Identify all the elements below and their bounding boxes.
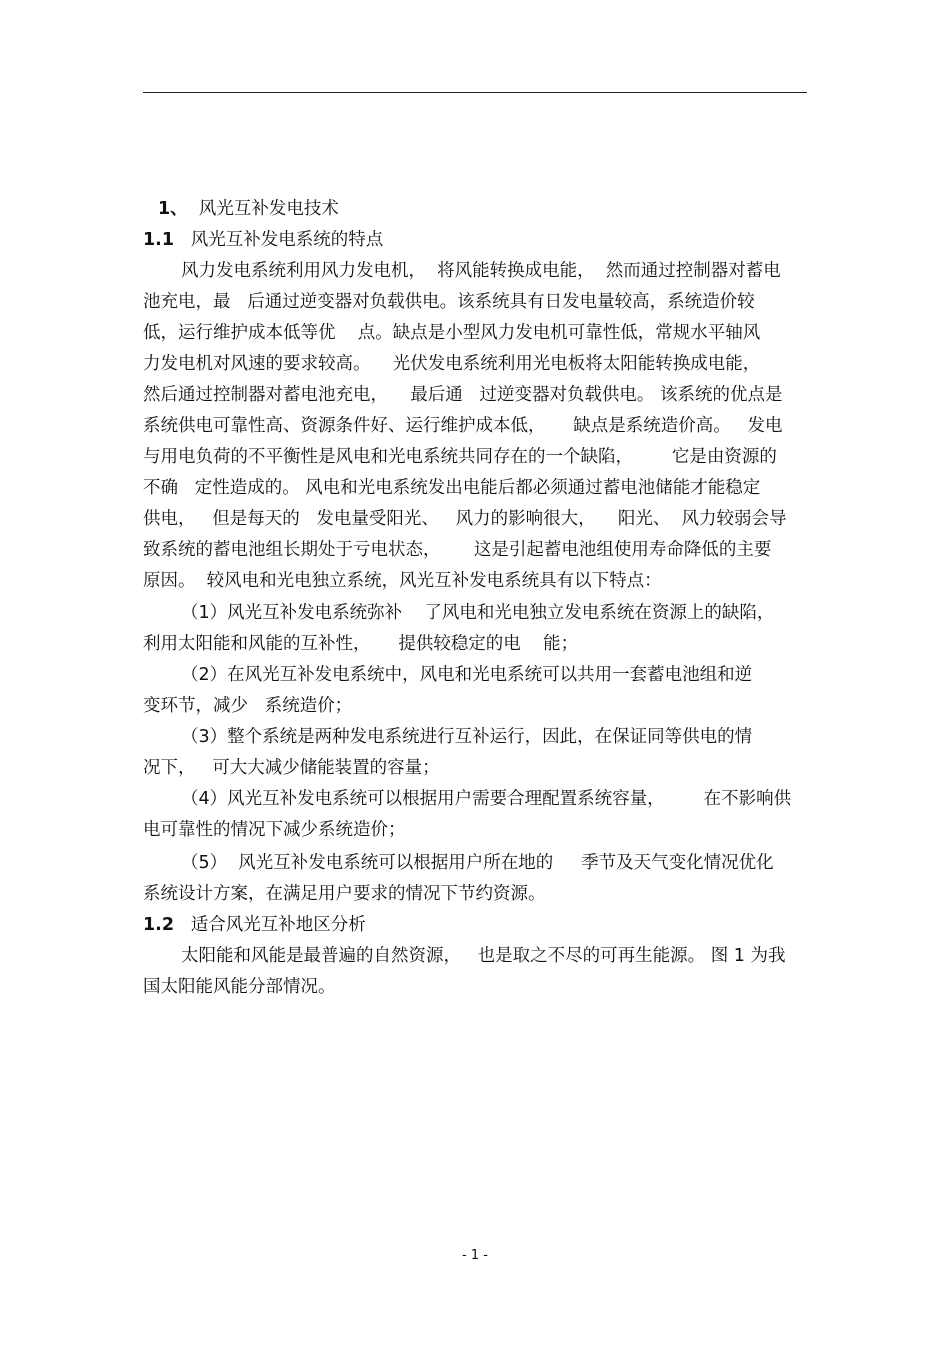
list-item-line: （2）在风光互补发电系统中，风电和光电系统可以共用一套蓄电池组和逆 (181, 665, 753, 685)
list-item-line: 变环节，减少 系统造价； (143, 696, 353, 716)
paragraph-line: 池充电，最 后通过逆变器对负载供电。该系统具有日发电量较高，系统造价较 (143, 292, 755, 312)
section-title: 风光互补发电技术 (198, 199, 339, 219)
list-item-line: （5） 风光互补发电系统可以根据用户所在地的 季节及天气变化情况优化 (181, 853, 774, 873)
paragraph-line: 原因。 较风电和光电独立系统，风光互补发电系统具有以下特点： (143, 571, 662, 591)
subsection-heading (143, 913, 366, 937)
list-item-line: （4）风光互补发电系统可以根据用户需要合理配置系统容量， 在不影响供 (181, 789, 792, 809)
paragraph-line: 然后通过控制器对蓄电池充电， 最后通 过逆变器对负载供电。 该系统的优点是 (143, 385, 783, 405)
paragraph-line: 致系统的蓄电池组长期处于亏电状态， 这是引起蓄电池组使用寿命降低的主要 (143, 540, 772, 560)
section-heading (158, 197, 339, 221)
paragraph-line: 不确 定性造成的。 风电和光电系统发出电能后都必须通过蓄电池储能才能稳定 (143, 478, 761, 498)
subsection-title: 适合风光互补地区分析 (190, 915, 366, 935)
section-number: 1、 (158, 199, 188, 219)
subsection-number: 1.1 (143, 230, 175, 250)
paragraph-line: 力发电机对风速的要求较高。 光伏发电系统利用光电板将太阳能转换成电能， (143, 354, 761, 374)
list-item-line: （1）风光互补发电系统弥补 了风电和光电独立发电系统在资源上的缺陷， (181, 603, 775, 623)
paragraph-line: 低，运行维护成本低等优 点。缺点是小型风力发电机可靠性低，常规水平轴风 (143, 323, 761, 343)
list-item-line: 况下， 可大大减少储能装置的容量； (143, 758, 440, 778)
page-number: - 1 - (462, 1248, 488, 1263)
paragraph-line: 与用电负荷的不平衡性是风电和光电系统共同存在的一个缺陷， 它是由资源的 (143, 447, 777, 467)
subsection-number: 1.2 (143, 915, 175, 935)
paragraph-line: 系统供电可靠性高、资源条件好、运行维护成本低， 缺点是系统造价高。 发电 (143, 416, 783, 436)
paragraph-line: 太阳能和风能是最普遍的自然资源， 也是取之不尽的可再生能源。 图 1 为我 (181, 946, 786, 966)
list-item-line: 系统设计方案，在满足用户要求的情况下节约资源。 (143, 884, 546, 904)
paragraph-line: 供电， 但是每天的 发电量受阳光、 风力的影响很大， 阳光、 风力较弱会导 (143, 509, 787, 529)
paragraph-line: 风力发电系统利用风力发电机， 将风能转换成电能， 然而通过控制器对蓄电 (181, 261, 781, 281)
list-item-line: 利用太阳能和风能的互补性， 提供较稳定的电 能； (143, 634, 579, 654)
subsection-title: 风光互补发电系统的特点 (190, 230, 384, 250)
subsection-heading (143, 228, 383, 252)
header-rule (143, 92, 807, 93)
list-item-line: （3）整个系统是两种发电系统进行互补运行，因此，在保证同等供电的情 (181, 727, 753, 747)
paragraph-line: 国太阳能风能分部情况。 (143, 977, 336, 997)
list-item-line: 电可靠性的情况下减少系统造价； (143, 820, 406, 840)
